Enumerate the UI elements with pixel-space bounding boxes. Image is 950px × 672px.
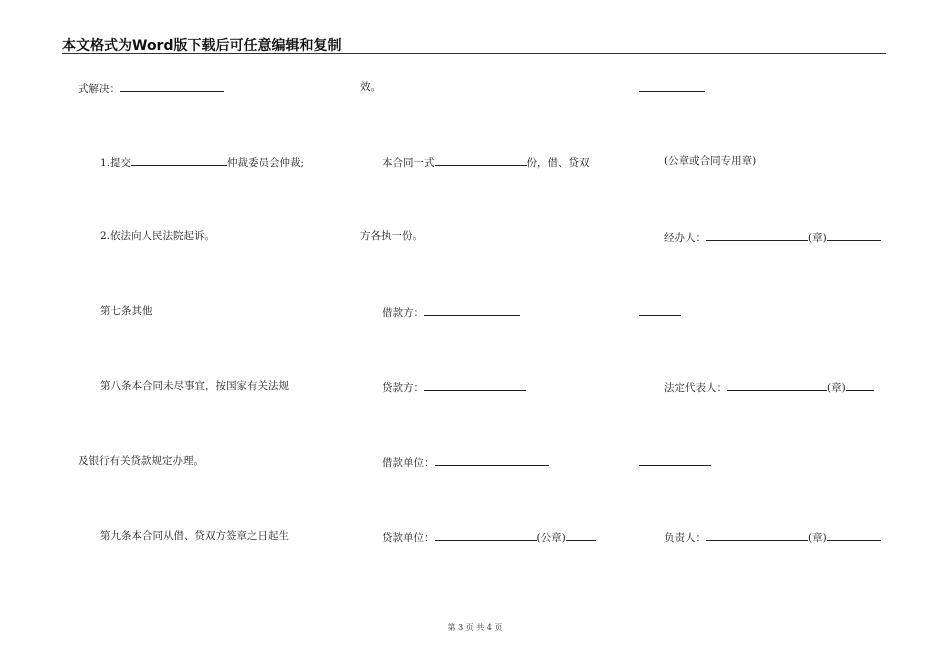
col2-line3: 方各执一份。 bbox=[360, 230, 423, 242]
col1-line2 bbox=[100, 154, 304, 170]
col3-line3-text-a: 经办人： bbox=[664, 232, 706, 244]
blank-line bbox=[120, 80, 224, 92]
blank-line bbox=[706, 229, 808, 241]
col2-line1: 效。 bbox=[360, 81, 381, 93]
col3-line2: (公章或合同专用章) bbox=[664, 155, 757, 167]
col1-line1 bbox=[78, 80, 224, 96]
col3-line7-text-a: 负责人： bbox=[664, 532, 706, 544]
blank-line bbox=[435, 529, 537, 541]
col3-line7-text-b: (章) bbox=[808, 532, 827, 544]
col2-line2-text-b: 份，借、贷双 bbox=[526, 157, 590, 169]
col3-line5-text-a: 法定代表人： bbox=[664, 382, 727, 394]
blank-line bbox=[827, 529, 881, 541]
blank-line bbox=[424, 304, 520, 316]
col1-line4: 第七条其他 bbox=[100, 305, 153, 317]
blank-line bbox=[131, 154, 227, 166]
col3-line7 bbox=[664, 529, 881, 545]
blank-line bbox=[639, 465, 711, 466]
page-number: 第 3 页 共 4 页 bbox=[447, 623, 503, 632]
col1-line1-text: 式解决： bbox=[78, 83, 120, 95]
col2-line7-text-a: 贷款单位： bbox=[382, 532, 435, 544]
col2-line7-text-b: (公章) bbox=[536, 532, 566, 544]
blank-line bbox=[566, 529, 596, 541]
col2-line2-text-a: 本合同一式 bbox=[382, 157, 435, 169]
col1-line3: 2.依法向人民法院起诉。 bbox=[100, 230, 216, 242]
col2-line4-text: 借款方： bbox=[382, 307, 424, 319]
col2-line6 bbox=[382, 454, 549, 470]
blank-line bbox=[639, 91, 705, 92]
blank-line bbox=[639, 315, 681, 316]
blank-line bbox=[727, 379, 827, 391]
col1-line2-text-a: 1.提交 bbox=[100, 157, 132, 169]
blank-line bbox=[435, 454, 549, 466]
header-divider bbox=[62, 53, 886, 54]
col1-line7: 第九条本合同从借、贷双方签章之日起生 bbox=[100, 530, 289, 542]
col3-line5 bbox=[664, 379, 874, 395]
col2-line2 bbox=[382, 154, 590, 170]
col2-line6-text: 借款单位： bbox=[382, 457, 435, 469]
col3-line3 bbox=[664, 229, 881, 245]
col1-line5: 第八条本合同未尽事宜，按国家有关法规 bbox=[100, 380, 289, 392]
col2-line7 bbox=[382, 529, 596, 545]
blank-line bbox=[435, 154, 527, 166]
col2-line4 bbox=[382, 304, 520, 320]
col3-line5-text-b: (章) bbox=[827, 382, 846, 394]
blank-line bbox=[846, 379, 874, 391]
blank-line bbox=[706, 529, 808, 541]
col1-line6: 及银行有关贷款规定办理。 bbox=[78, 455, 204, 467]
col3-line3-text-b: (章) bbox=[808, 232, 827, 244]
blank-line bbox=[424, 379, 526, 391]
page-header-title: 本文格式为Word版下载后可任意编辑和复制 bbox=[62, 38, 342, 54]
col1-line2-text-b: 仲裁委员会仲裁; bbox=[227, 157, 305, 169]
col2-line5-text: 贷款方： bbox=[382, 382, 424, 394]
col2-line5 bbox=[382, 379, 526, 395]
blank-line bbox=[827, 229, 881, 241]
